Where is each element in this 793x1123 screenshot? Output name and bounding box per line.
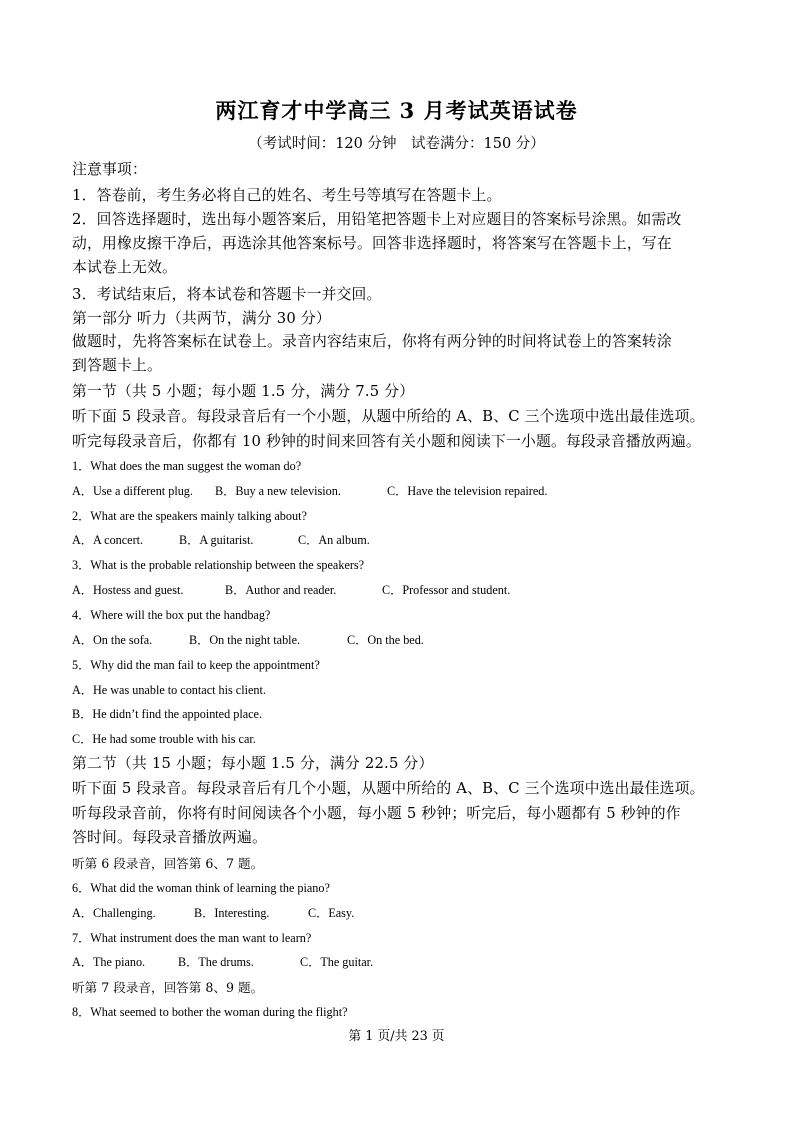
notice-heading: 注意事项：	[72, 161, 147, 178]
page-footer: 第 1 页/共 23 页	[348, 1029, 445, 1044]
option-a: A．On the sofa.	[72, 633, 153, 647]
question-1-stem: 1．What does the man suggest the woman do?	[72, 459, 302, 473]
option-a: A．Use a different plug.	[72, 484, 193, 498]
option-c: C．The guitar.	[300, 955, 374, 969]
question-4-options	[72, 631, 732, 648]
part1-intro-line-2: 到答题卡上。	[72, 357, 162, 374]
part1-heading: 第一部分 听力（共两节，满分 30 分）	[72, 310, 331, 327]
section1-intro-line-1: 听下面 5 段录音。每段录音后有一个小题，从题中所给的 A、B、C 三个选项中选出最佳选项。	[72, 408, 705, 425]
part1-intro-line-1: 做题时，先将答案标在试卷上。录音内容结束后，你将有两分钟的时间将试卷上的答案转涂	[72, 333, 672, 350]
option-b: B．Buy a new television.	[215, 484, 341, 498]
option-c: C．On the bed.	[347, 633, 424, 647]
option-a: A．Hostess and guest.	[72, 583, 184, 597]
option-a: A．A concert.	[72, 533, 144, 547]
option-b: B．The drums.	[178, 955, 254, 969]
option-c: C．Have the television repaired.	[387, 484, 548, 498]
notice-item-2-line-1: 2．回答选择题时，选出每小题答案后，用铅笔把答题卡上对应题目的答案标号涂黑。如需改	[72, 211, 682, 228]
question-5-stem: 5．Why did the man fail to keep the appointment?	[72, 658, 320, 672]
option-c: C．Easy.	[308, 906, 355, 920]
option-c: C．Professor and student.	[382, 583, 511, 597]
question-5-option-c: C．He had some trouble with his car.	[72, 732, 256, 746]
question-6-options	[72, 904, 732, 921]
question-2-options	[72, 531, 732, 548]
section2-intro-line-2: 听每段录音前，你将有时间阅读各个小题，每小题 5 秒钟；听完后，每小题都有 5 秒钟的作	[72, 805, 681, 822]
question-8-stem: 8．What seemed to bother the woman during the flight?	[72, 1005, 348, 1019]
option-c: C．An album.	[298, 533, 370, 547]
option-a: A．The piano.	[72, 955, 146, 969]
question-7-options	[72, 953, 732, 970]
section2-intro-line-3: 答时间。每段录音播放两遍。	[72, 829, 267, 846]
notice-item-2-line-3: 本试卷上无效。	[72, 259, 177, 276]
question-2-stem: 2．What are the speakers mainly talking about?	[72, 509, 307, 523]
page-subtitle: （考试时间：120 分钟 试卷满分：150 分）	[248, 136, 545, 152]
notice-item-1: 1．答卷前，考生务必将自己的姓名、考生号等填写在答题卡上。	[72, 187, 502, 204]
section2-heading: 第二节（共 15 小题；每小题 1.5 分，满分 22.5 分）	[72, 755, 434, 772]
option-b: B．A guitarist.	[179, 533, 254, 547]
option-b: B．On the night table.	[189, 633, 301, 647]
question-4-stem: 4．Where will the box put the handbag?	[72, 608, 271, 622]
section1-intro-line-2: 听完每段录音后，你都有 10 秒钟的时间来回答有关小题和阅读下一小题。每段录音播放两遍。	[72, 433, 701, 450]
question-5-option-b: B．He didn’t find the appointed place.	[72, 707, 262, 721]
notice-item-2-line-2: 动，用橡皮擦干净后，再选涂其他答案标号。回答非选择题时，将答案写在答题卡上，写在	[72, 235, 672, 252]
option-a: A．Challenging.	[72, 906, 156, 920]
section2-intro-line-1: 听下面 5 段录音。每段录音后有几个小题，从题中所给的 A、B、C 三个选项中选出最佳选项。	[72, 780, 705, 797]
question-1-options	[72, 482, 732, 499]
notice-item-3: 3．考试结束后，将本试卷和答题卡一并交回。	[72, 286, 382, 303]
question-3-stem: 3．What is the probable relationship between the speakers?	[72, 558, 365, 572]
question-7-stem: 7．What instrument does the man want to learn?	[72, 931, 312, 945]
question-3-options	[72, 581, 732, 598]
audio-7-instruction: 听第 7 段录音，回答第 8、9 题。	[72, 980, 264, 995]
section1-heading: 第一节（共 5 小题；每小题 1.5 分，满分 7.5 分）	[72, 383, 415, 400]
page-title: 两江育才中学高三 3 月考试英语试卷	[215, 98, 578, 123]
question-6-stem: 6．What did the woman think of learning the piano?	[72, 881, 330, 895]
audio-6-instruction: 听第 6 段录音，回答第 6、7 题。	[72, 856, 264, 871]
option-b: B．Author and reader.	[225, 583, 337, 597]
question-5-option-a: A．He was unable to contact his client.	[72, 683, 266, 697]
option-b: B．Interesting.	[194, 906, 270, 920]
